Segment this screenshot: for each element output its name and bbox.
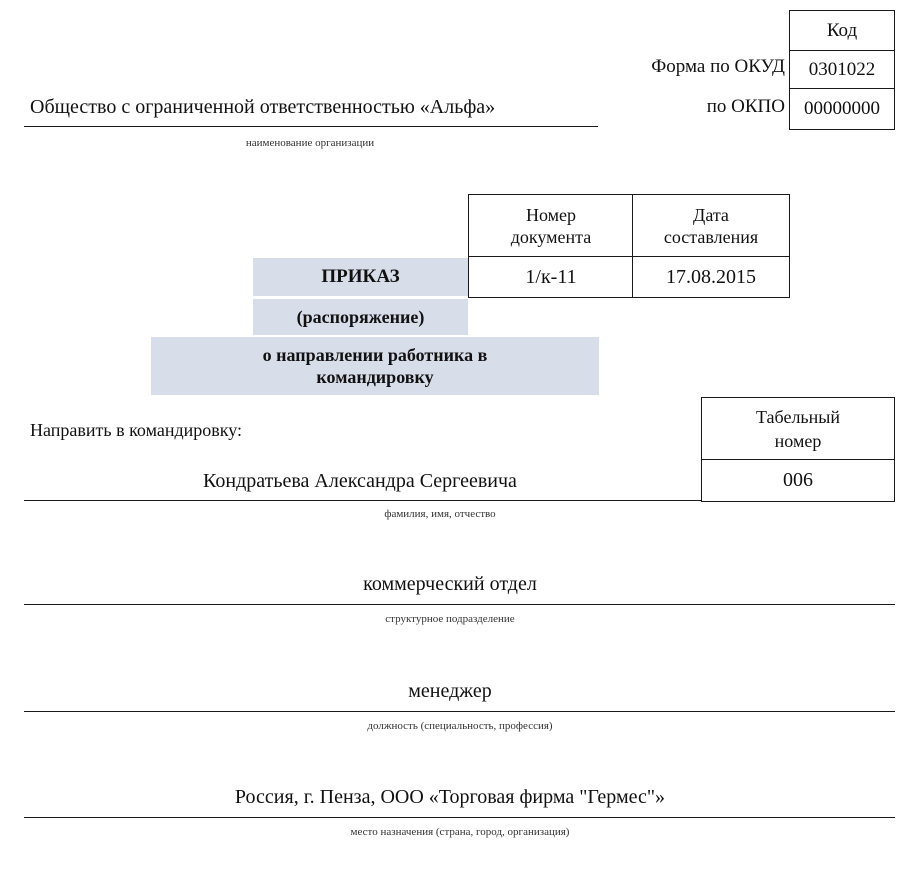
destination-caption: место назначения (страна, город, организация) (350, 826, 570, 838)
doc-number-value: 1/к-11 (525, 265, 577, 288)
tab-number-value: 006 (783, 469, 813, 491)
doc-date-header: Дата составления (663, 205, 759, 247)
position-value: менеджер (408, 680, 492, 702)
doc-date-value-cell (632, 256, 790, 298)
okud-value-cell (789, 50, 895, 90)
okpo-label: по ОКПО (706, 96, 785, 117)
title-subject: о направлении работника в командировку (151, 337, 599, 395)
tab-number-header-cell (701, 397, 895, 461)
organization-name: Общество с ограниченной ответственностью «Альфа» (30, 96, 496, 118)
tab-number-value-cell (701, 459, 895, 502)
doc-date-value: 17.08.2015 (666, 265, 756, 288)
organization-caption: наименование организации (245, 137, 375, 149)
title-rasporyazhenie: (распоряжение) (253, 299, 468, 335)
employee-caption: фамилия, имя, отчество (384, 508, 496, 520)
department-underline (24, 604, 895, 605)
title-prikaz: ПРИКАЗ (253, 258, 468, 296)
code-header: Код (826, 20, 858, 41)
position-caption: должность (специальность, профессия) (367, 720, 553, 732)
doc-number-header-cell (468, 194, 634, 258)
doc-date-header-cell (632, 194, 790, 258)
organization-underline (24, 126, 598, 127)
department-caption: структурное подразделение (385, 613, 515, 625)
send-intro: Направить в командировку: (30, 420, 243, 440)
okud-label: Форма по ОКУД (651, 56, 785, 77)
department-value: коммерческий отдел (363, 573, 537, 595)
employee-underline (24, 500, 701, 501)
tab-number-header: Табельный номер (756, 407, 840, 451)
destination-underline (24, 817, 895, 818)
doc-number-value-cell (468, 256, 634, 298)
doc-number-header: Номер документа (510, 205, 592, 247)
destination-value: Россия, г. Пенза, ООО «Торговая фирма "Гермес"» (234, 786, 666, 808)
okpo-value: 00000000 (804, 98, 880, 119)
employee-name: Кондратьева Александра Сергеевича (203, 470, 517, 492)
okud-value: 0301022 (808, 59, 876, 80)
code-header-cell (789, 10, 895, 52)
position-underline (24, 711, 895, 712)
okpo-value-cell (789, 88, 895, 130)
